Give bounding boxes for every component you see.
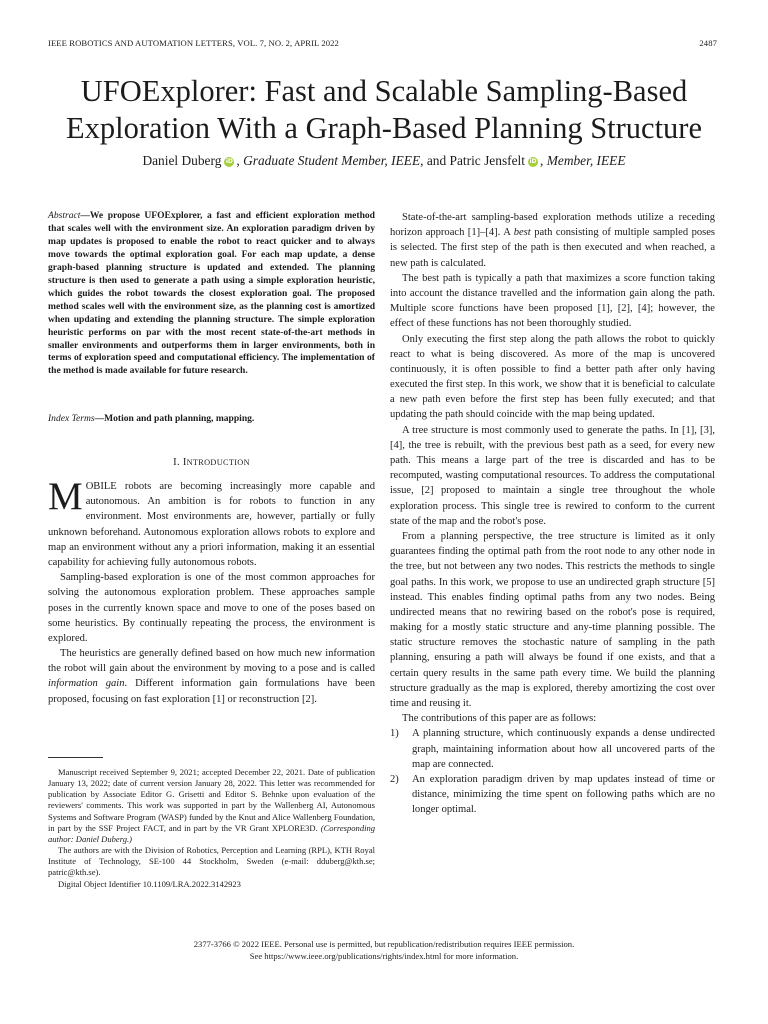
page-number: 2487 [699,38,717,48]
abstract-text: —We propose UFOExplorer, a fast and efficient exploration method that scales well with the environment size. An exploration paradigm driven by map updates is proposed to enable the robot to react quicker and to always move towards the optimal exploration goal. For each map update, a dense graph-based planning structure is updated and extended. The planning structure is then used to generate a path using a simple exploration heuristic, which guides the robot towards the closest exploration goal. The proposed method scales well with the environment size, as the planning cost is amortized when updating and extending the planning structure. The simple exploration heuristic performs on par with the most recent state-of-the-art methods in smaller environments and outperforms them in larger environments, both in terms of exploration speed and computational efficiency. The implementation of the method is made available for future research. [48,210,375,377]
right-paragraph-1-a: State-of-the-art sampling-based exploration methods utilize a receding horizon approach [1]–[4]. A [390,212,715,239]
author-name-1: Daniel Duberg [142,153,222,168]
intro-paragraph-3-b: . Different information gain formulations have been proposed, focusing on fast exploration [1] or reconstruction [2]. [48,678,375,705]
running-header [48,38,717,52]
right-paragraph-3: Only executing the first step along the path allows the robot to quickly react to what is being discovered. As more of the map is uncovered continuously, it is often possible to find a better path after only having executed the first step. In this work, we show that it is beneficial to calculate a new path even before the first step has been fully executed; and that updating the path should coincide with the map being updated. [390,333,715,421]
copyright-line-1: 2377-3766 © 2022 IEEE. Personal use is permitted, but republication/redistribution requires IEEE permission. [193,939,575,949]
list-text: A planning structure, which continuously expands a dense undirected graph, maintaining information about how all uncovered parts of the map are connected. [412,728,715,770]
right-paragraph-4: A tree structure is most commonly used to generate the paths. In [1], [3], [4], the tree is rebuilt, with the previous best path as a seed, for every new path. This means a large part of the tree is discarded and has to be recomputed, wasting computational resources. To address the computational issue, [2] proposed to maintain a single tree throughout the whole exploration process. This single tree is rewired to conform to the current state of the map and the robot's pose. [390,424,715,527]
footnote-manuscript [48,767,375,845]
list-item [390,772,715,818]
footnote-affiliation: The authors are with the Division of Robotics, Perception and Learning (RPL), KTH Royal Institute of Technology, SE-100 44 Stockholm, Sweden (e-mail: dduberg@kth.se; patric@kth.se). [48,845,375,878]
author-role-2: Member, IEEE [546,153,626,168]
right-paragraph-5: From a planning perspective, the tree structure is limited as it only guarantees finding the optimal path from the root node to any other node in the tree, but not between any two nodes. This restricts the methods to single goal paths. In this work, we propose to use an undirected graph structure [5] instead. This enables finding optimal paths from any two nodes. Being undirected means that no rewiring based on the robot's pose is required, making for a mostly static structure and any-time planning possible. The static structure removes the stochastic nature of sampling in the path planning, ensuring a path will always be found if one exists, and that a certain query results in the same path every time. We build the planning structure gradually as the map is explored, thereby amortizing the cost over time and reusing it. [390,530,715,709]
drop-cap: M [48,475,83,518]
author-conjunction: , and [420,153,450,168]
contributions-list [390,726,715,817]
paper-title [20,73,748,147]
index-terms-text: —Motion and path planning, mapping. [94,413,255,424]
footnote-divider [48,757,103,758]
orcid-icon[interactable]: iD [225,158,233,165]
abstract-label: Abstract [48,210,81,221]
title-line-1: UFOExplorer: Fast and Scalable Sampling-Based [80,74,688,108]
abstract [48,210,375,378]
copyright-line-2: See https://www.ieee.org/publications/rights/index.html for more information. [249,951,519,961]
intro-paragraph-1 [48,475,375,570]
right-paragraph-1-b: path consisting of multiple sampled poses is selected. The first step of the path is then executed and when reached, a new path is calculated. [390,227,716,269]
journal-name: IEEE ROBOTICS AND AUTOMATION LETTERS, VOL. 7, NO. 2, APRIL 2022 [48,38,339,48]
section-title-rest: NTRODUCTION [186,458,250,467]
copyright-notice [20,938,748,962]
intro-paragraph-3-a: The heuristics are generally defined based on how much new information the robot will gain about the environment by moving to a pose and is called [48,648,375,675]
right-paragraph-2: The best path is typically a path that maximizes a score function taking into account the distance travelled and the information gain along the path. Multiple score functions have been proposed [1], [2], [4]; however, the effect of these functions has not been thoroughly studied. [390,272,715,330]
corresponding-author: (Corresponding author: Daniel Duberg.) [48,822,376,844]
index-terms [48,412,375,425]
author-name-2: Patric Jensfelt [449,153,526,168]
intro-paragraph-1-text: OBILE robots are becoming increasingly more capable and autonomous. An ambition is for robots to function in any environment. Most environments are, however, partially or fully unknown beforehand. Autonomous exploration allows robots to explore and map an environment without any a priori information, making it an essential capability for achieving fully autonomous robots. [48,481,375,568]
author-line: Daniel Duberg iD , Graduate Student Member, IEEE, and Patric Jensfelt iD , Member, IEEE [142,153,626,168]
intro-paragraph-3 [48,646,375,707]
right-column-text [390,210,715,818]
footnote-doi: Digital Object Identifier 10.1109/LRA.2022.3142923 [58,878,241,889]
orcid-icon[interactable]: iD [529,158,537,165]
list-text: An exploration paradigm driven by map updates instead of time or distance, minimizing the time spent on following paths which are no longer optimal. [412,773,715,816]
index-terms-label: Index Terms [48,413,95,424]
footnotes [48,767,375,890]
section-heading [48,457,375,468]
intro-text [48,475,375,707]
contributions-intro: The contributions of this paper are as follows: [402,713,597,725]
author-role-1: Graduate Student Member, IEEE [243,153,421,168]
intro-paragraph-3-emphasis: information gain [48,678,125,690]
right-paragraph-1-emphasis: best [513,227,531,239]
list-number: 1) [390,728,399,740]
footnote-manuscript-text: Manuscript received September 9, 2021; accepted December 22, 2021. Date of publication January 13, 2022; date of current version January 28, 2022. This letter was recommended for publication by Associate Editor G. Grisetti and Editor S. Behnke upon evaluation of the reviewers' comments. This work was supported in part by the Wallenberg AI, Autonomous Systems and Software Program (WASP) funded by the Knut and Alice Wallenberg Foundation, in part by the SSF Project FACT, and in part by the VR Grant XPLORE3D. [48,767,375,833]
right-paragraph-1 [390,210,715,271]
list-number: 2) [390,773,399,785]
section-title-initial: I [182,457,187,468]
list-item [390,726,715,772]
section-number: I. [173,457,183,468]
title-line-2: Exploration With a Graph-Based Planning Structure [65,111,703,145]
intro-paragraph-2: Sampling-based exploration is one of the most common approaches for solving the autonomous exploration problem. These approaches sample poses in the currently known space and move to one of the poses based on some heuristics. By continually repeating the process, the environment is explored. [48,572,375,644]
